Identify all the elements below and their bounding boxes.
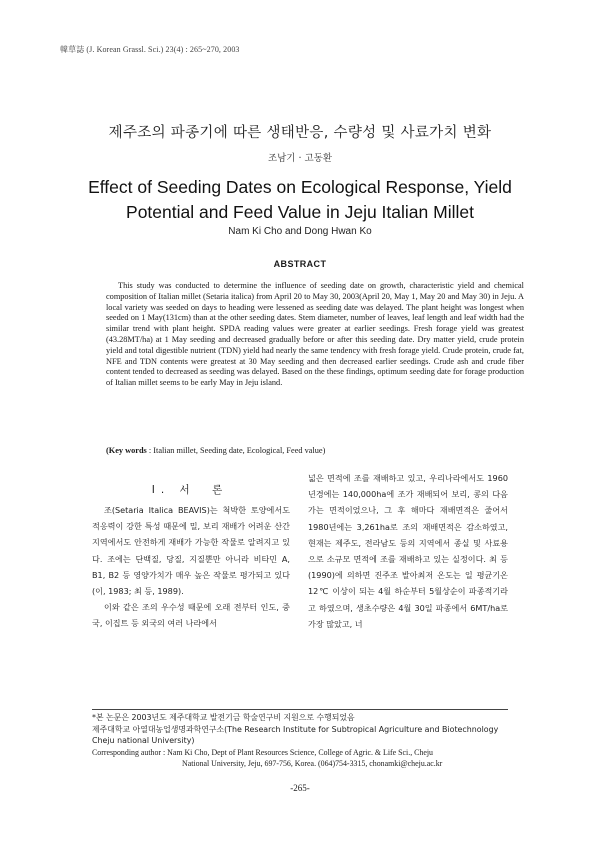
keywords	[106, 446, 524, 457]
abstract-body: This study was conducted to determine the influence of seeding date on growth, characteristic yield and chemical composition of Italian millet (Setaria italica) from April 20 to May 30, 2003(April 20, May 1, May 20 and May 30) in Jeju. A local variety was seeded on days to heading were lessened as seeding date was delayed. The plant height was longest when seeded on 1 May(131cm) than at the other seeding dates. Stem diameter, number of leaves, leaf length and leaf width had the similar trend with plant height. SPDA reading values were greater at earlier seedings. Fresh forage yield was greatest (43.28MT/ha) at 1 May seeding and decreased gradually before or after this seeding date. Dry matter yield, crude protein yield and total digestible nutrient (TDN) yield had nearly the same tendency with fresh forage yield. Crude protein, crude fat, NFE and TDN contents were greatest at 30 May seeding and then decreased earlier seedings. Crude ash and crude fiber content tended to decreased as seeding was delayed. Based on the these findings, optimum seeding date for forage production of Italian millet seems to be early May in Jeju island.	[106, 281, 524, 388]
footnote-contact: National University, Jeju, 697-756, Korea. (064)754-3315, chonamki@cheju.ac.kr	[182, 759, 443, 769]
english-title	[0, 175, 600, 225]
right-column	[308, 470, 508, 632]
section-heading-introduction: I. 서 론	[151, 484, 229, 496]
left-column	[92, 502, 290, 632]
footnote-divider	[92, 709, 508, 710]
keywords-label: (Key words	[106, 446, 147, 455]
english-title-line-2: Potential and Feed Value in Jeju Italian Millet	[126, 202, 474, 222]
english-title-line-1: Effect of Seeding Dates on Ecological Response, Yield	[88, 177, 512, 197]
footnotes	[92, 712, 512, 770]
korean-authors: 조남기 · 고동환	[267, 153, 333, 164]
left-paragraph-1: 조(Setaria Italica BEAVIS)는 척박한 토양에서도 적응력이 강한 특성 때문에 밀, 보리 재배가 어려운 산간지역에서도 안전하게 재배가 가능한 작물로 알려지고 있다. 조에는 단백질, 당질, 지질뿐만 아니라 비타민 A, B1, B2 등 영양가치가 매우 높은 작물로 평가되고 있다(이, 1983; 최 등, 1989).	[92, 505, 290, 597]
footnote-corresponding-author: Corresponding author : Nam Ki Cho, Dept of Plant Resources Science, College of Agric. & Life Sci., Cheju	[92, 747, 433, 757]
right-paragraph-1: 넓은 면적에 조를 재배하고 있고, 우리나라에서도 1960년경에는 140,000ha에 조가 재배되어 보리, 콩의 다음 가는 면적이었으나, 그 후 해마다 재배면적은 줄어서 1980년에는 3,261ha로 조의 재배면적은 감소하였고, 현재는 제주도, 전라남도 등의 지역에서 종실 및 사료용으로 소규모 면적에 조를 재배하고 있는 실정이다. 최 등(1990)에 의하면 진주조 발아최저 온도는 일 평균기온 12℃ 이상이 되는 4월 하순부터 5월상순이 파종적기라고 하였으며, 생초수량은 4월 30일 파종에서 6MT/ha로 가장 많았고, 너	[308, 473, 508, 629]
footnote-affiliation: 제주대학교 아열대농업생명과학연구소(The Research Institute for Subtropical Agriculture and Biotechnology Cheju national University)	[92, 724, 499, 746]
keywords-text: : Italian millet, Seeding date, Ecological, Feed value)	[146, 446, 326, 455]
page-number: -265-	[290, 783, 310, 793]
korean-title: 제주조의 파종기에 따른 생태반응, 수량성 및 사료가치 변화	[108, 125, 492, 141]
abstract-heading: ABSTRACT	[273, 259, 327, 269]
left-paragraph-2: 이와 같은 조의 우수성 때문에 오래 전부터 인도, 중국, 이집트 등 외국의 여러 나라에서	[92, 602, 290, 629]
english-authors: Nam Ki Cho and Dong Hwan Ko	[228, 226, 372, 237]
footnote-funding: *본 논문은 2003년도 제주대학교 발전기금 학술연구비 지원으로 수행되었음	[92, 713, 355, 722]
running-head: 韓草誌 (J. Korean Grassl. Sci.) 23(4) : 265~270, 2003	[60, 45, 240, 54]
